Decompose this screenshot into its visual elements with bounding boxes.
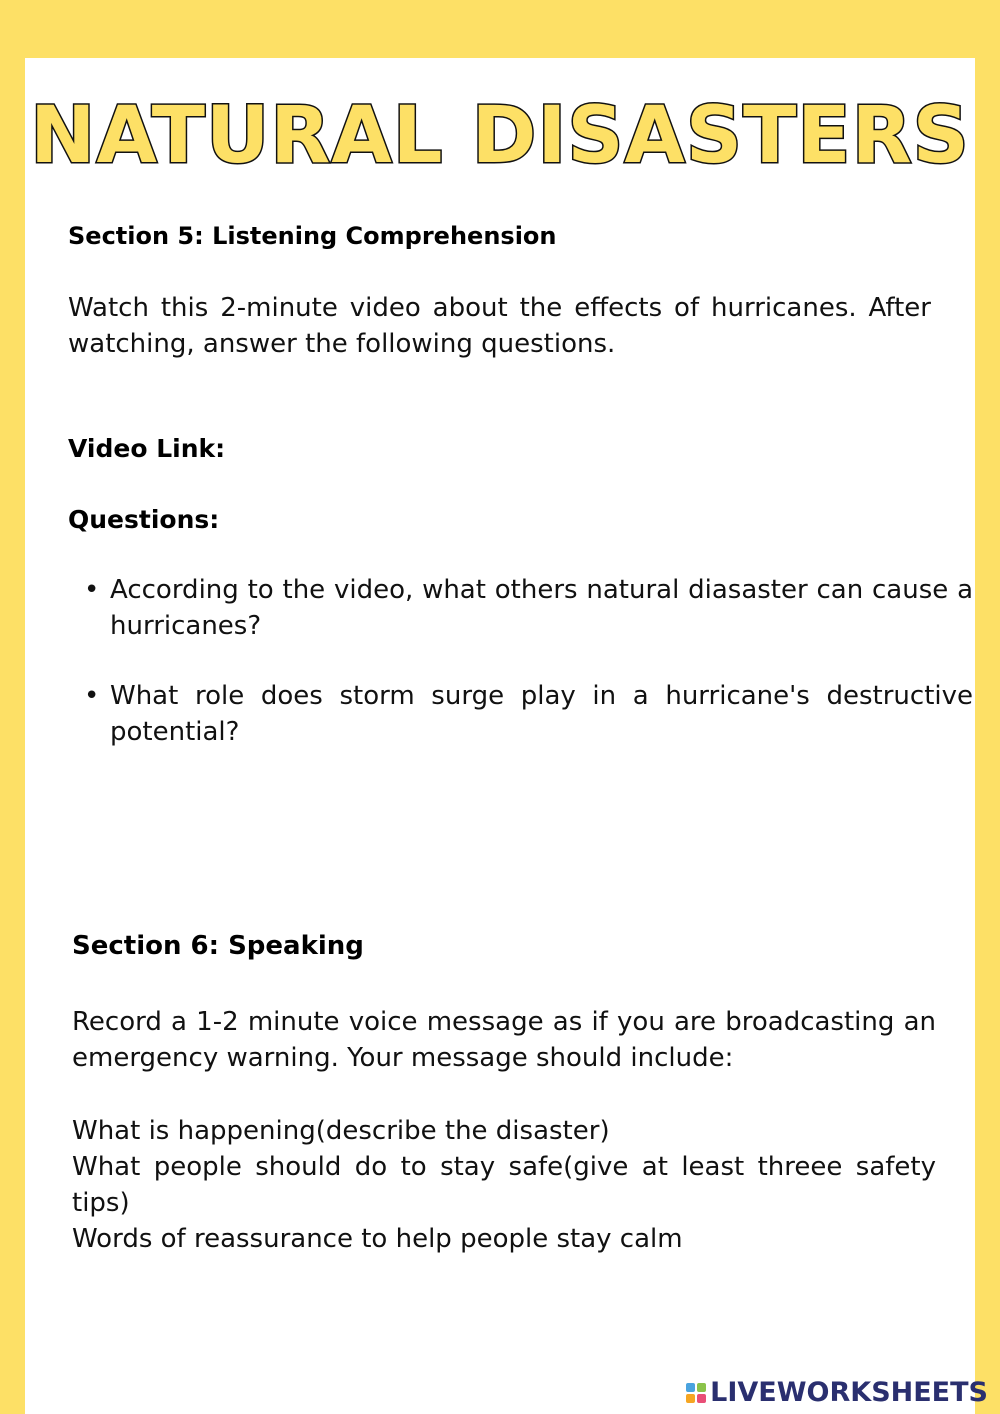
- questions-label: Questions:: [68, 505, 220, 534]
- logo-text: LIVEWORKSHEETS: [710, 1377, 988, 1408]
- question-text: What role does storm surge play in a hurricane's destructive potential?: [110, 681, 973, 747]
- speaking-items-list: [72, 1113, 936, 1257]
- section-6-instructions: Record a 1-2 minute voice message as if you are broadcasting an emergency warning. Your message should include:: [72, 1007, 936, 1073]
- page-title: NATURAL DISASTERS: [30, 91, 970, 181]
- bullet-icon: •: [84, 681, 100, 711]
- list-item: [84, 678, 973, 750]
- liveworksheets-logo-icon: [686, 1383, 706, 1403]
- section-5-heading: Section 5: Listening Comprehension: [68, 222, 557, 250]
- questions-list: [68, 572, 973, 784]
- list-item: [84, 572, 973, 644]
- list-item: What is happening(describe the disaster): [72, 1116, 610, 1146]
- section-6-heading: Section 6: Speaking: [72, 931, 364, 961]
- liveworksheets-logo[interactable]: [686, 1377, 988, 1408]
- video-link-label: Video Link:: [68, 434, 226, 463]
- list-item: What people should do to stay safe(give at least threee safety tips): [72, 1152, 936, 1218]
- list-item: Words of reassurance to help people stay calm: [72, 1224, 683, 1254]
- question-text: According to the video, what others natural diasaster can cause a hurricanes?: [110, 575, 973, 641]
- section-5-instructions: Watch this 2-minute video about the effects of hurricanes. After watching, answer the following questions.: [68, 293, 931, 359]
- bullet-icon: •: [84, 575, 100, 605]
